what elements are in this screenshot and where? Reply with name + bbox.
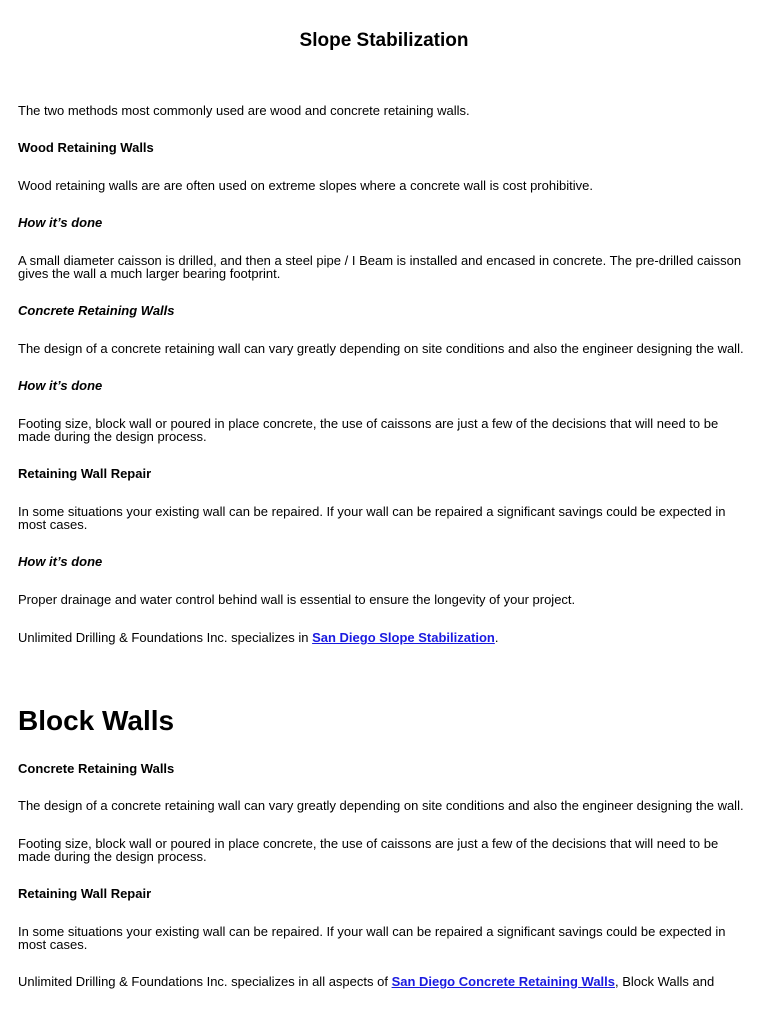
footer-2-prefix: Unlimited Drilling & Foundations Inc. specializes in all aspects of	[18, 974, 392, 989]
footer-2-suffix: , Block Walls and	[615, 974, 715, 989]
repair-how-heading: How it’s done	[18, 554, 103, 569]
repair-heading: Retaining Wall Repair	[18, 466, 152, 481]
concrete-heading: Concrete Retaining Walls	[18, 303, 175, 318]
wood-heading: Wood Retaining Walls	[18, 140, 154, 155]
repair-paragraph: In some situations your existing wall can be repaired. If your wall can be repaired a significant savings could be expected in most cases.	[18, 504, 726, 532]
block-concrete-paragraph: The design of a concrete retaining wall can vary greatly depending on site conditions and also the engineer designing the wall.	[18, 798, 744, 813]
concrete-paragraph: The design of a concrete retaining wall can vary greatly depending on site conditions and also the engineer designing the wall.	[18, 341, 744, 356]
block-repair-paragraph: In some situations your existing wall can be repaired. If your wall can be repaired a significant savings could be expected in most cases.	[18, 924, 726, 952]
concrete-how-paragraph: Footing size, block wall or poured in place concrete, the use of caissons are just a few of the decisions that will need to be made during the design process.	[18, 416, 719, 444]
footer-paragraph-2	[18, 975, 754, 988]
wood-how-heading: How it’s done	[18, 215, 103, 230]
page-title: Slope Stabilization	[299, 30, 469, 51]
san-diego-concrete-retaining-walls-link[interactable]: San Diego Concrete Retaining Walls	[391, 974, 616, 989]
block-footing-paragraph: Footing size, block wall or poured in place concrete, the use of caissons are just a few of the decisions that will need to be made during the design process.	[18, 836, 719, 864]
block-repair-heading: Retaining Wall Repair	[18, 886, 152, 901]
san-diego-slope-stabilization-link[interactable]: San Diego Slope Stabilization	[312, 630, 495, 645]
footer-1-suffix: .	[494, 630, 499, 645]
block-walls-heading: Block Walls	[18, 705, 175, 736]
concrete-how-heading: How it’s done	[18, 378, 103, 393]
intro-paragraph: The two methods most commonly used are wood and concrete retaining walls.	[18, 103, 470, 118]
wood-paragraph: Wood retaining walls are are often used on extreme slopes where a concrete wall is cost prohibitive.	[18, 178, 593, 193]
footer-paragraph-1	[18, 631, 754, 644]
wood-how-paragraph: A small diameter caisson is drilled, and then a steel pipe / I Beam is installed and encased in concrete. The pre-drilled caisson gives the wall a much larger bearing footprint.	[18, 253, 742, 281]
block-concrete-heading: Concrete Retaining Walls	[18, 761, 175, 776]
repair-how-paragraph: Proper drainage and water control behind wall is essential to ensure the longevity of your project.	[18, 592, 576, 607]
footer-1-prefix: Unlimited Drilling & Foundations Inc. specializes in	[18, 630, 313, 645]
